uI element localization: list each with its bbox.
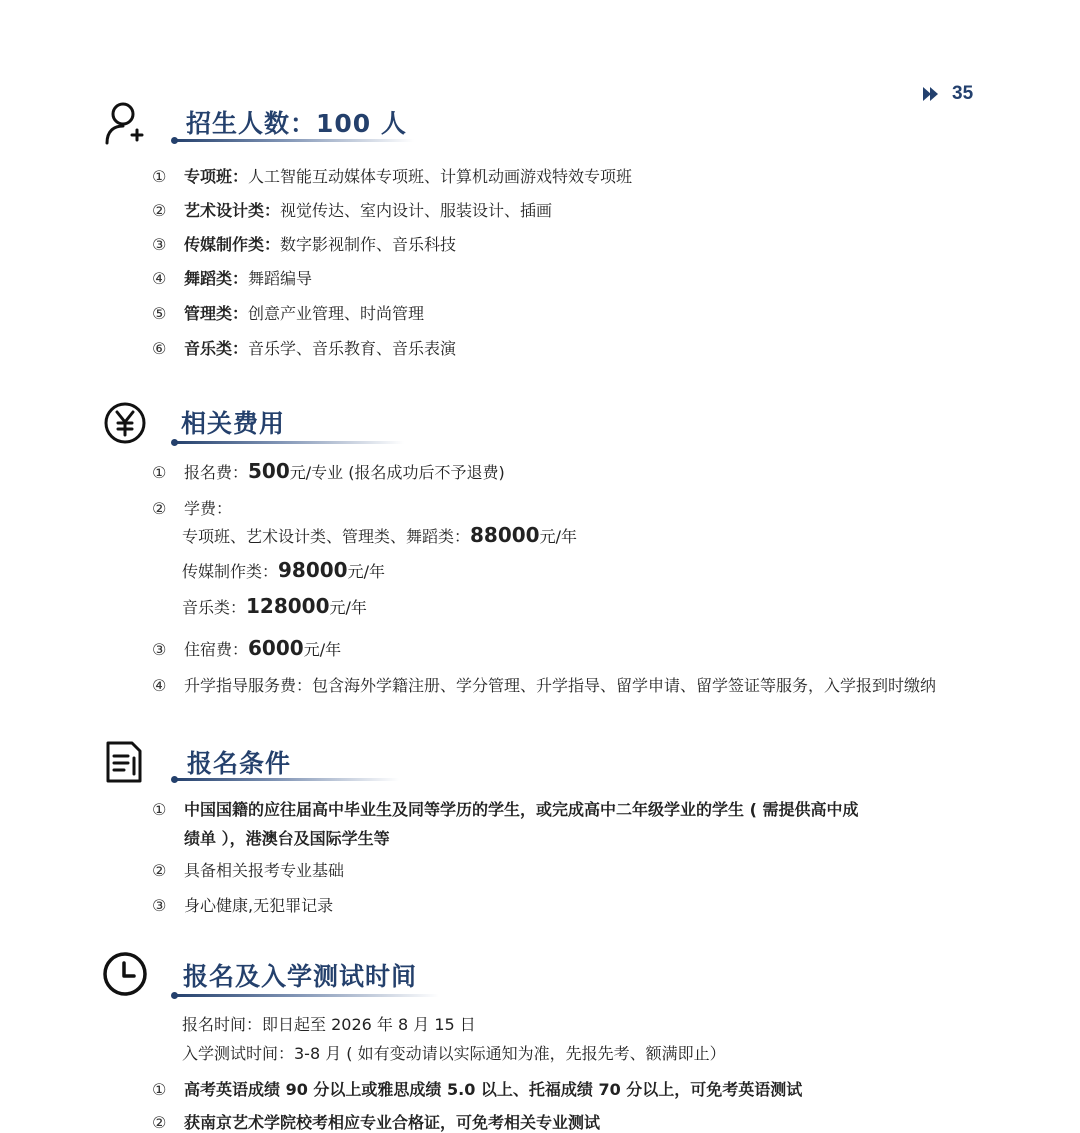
schedule-item: ① 高考英语成绩 90 分以上或雅思成绩 5.0 以上、托福成绩 70 分以上，可免考英语测试 xyxy=(152,1080,803,1099)
conditions-title: 报名条件 xyxy=(187,749,292,778)
fees-title-underline xyxy=(174,441,404,444)
conditions-title-underline xyxy=(174,778,399,781)
clock-icon xyxy=(102,951,148,997)
schedule-title-underline xyxy=(174,994,439,997)
enrollment-title: 招生人数：100 人 xyxy=(186,109,407,138)
test-time: 入学测试时间：3-8 月 ( 如有变动请以实际通知为准，先报先考、额满即止） xyxy=(182,1044,726,1063)
fee-tuition-row: 专项班、艺术设计类、管理类、舞蹈类：88000元/年 xyxy=(182,523,578,547)
fee-tuition: ② 学费： xyxy=(152,499,233,518)
enrollment-title-underline xyxy=(174,139,414,142)
schedule-title: 报名及入学测试时间 xyxy=(183,962,418,991)
fee-tuition-row: 传媒制作类：98000元/年 xyxy=(182,558,386,582)
fees-title: 相关费用 xyxy=(181,409,286,438)
condition-item: ③ 身心健康,无犯罪记录 xyxy=(152,896,334,915)
add-person-icon xyxy=(104,101,146,145)
enrollment-item: ④ 舞蹈类：舞蹈编导 xyxy=(152,269,313,288)
enrollment-item: ① 专项班：人工智能互动媒体专项班、计算机动画游戏特效专项班 xyxy=(152,167,633,186)
condition-item: ② 具备相关报考专业基础 xyxy=(152,861,345,880)
double-chevron-icon xyxy=(922,85,940,103)
fee-registration: ① 报名费：500元/专业 (报名成功后不予退费) xyxy=(152,459,505,483)
condition-item-continuation: 绩单 ），港澳台及国际学生等 xyxy=(184,829,390,848)
enrollment-item: ⑤ 管理类：创意产业管理、时尚管理 xyxy=(152,304,425,323)
registration-time: 报名时间：即日起至 2026 年 8 月 15 日 xyxy=(182,1015,476,1034)
enrollment-item: ③ 传媒制作类：数字影视制作、音乐科技 xyxy=(152,235,457,254)
enrollment-item: ② 艺术设计类：视觉传达、室内设计、服装设计、插画 xyxy=(152,201,553,220)
document-icon xyxy=(104,740,144,784)
page-number xyxy=(922,83,973,105)
page-number-text: 35 xyxy=(952,83,974,104)
condition-item: ① 中国国籍的应往届高中毕业生及同等学历的学生，或完成高中二年级学业的学生 ( 需提供高中成 xyxy=(152,800,859,819)
fee-service: ④ 升学指导服务费：包含海外学籍注册、学分管理、升学指导、留学申请、留学签证等服务，入学报到时缴纳 xyxy=(152,676,937,695)
enrollment-item: ⑥ 音乐类：音乐学、音乐教育、音乐表演 xyxy=(152,339,457,358)
fee-accommodation: ③ 住宿费：6000元/年 xyxy=(152,636,342,660)
fee-tuition-row: 音乐类：128000元/年 xyxy=(182,594,367,618)
yen-icon xyxy=(103,401,147,445)
schedule-item: ② 获南京艺术学院校考相应专业合格证，可免考相关专业测试 xyxy=(152,1113,601,1132)
